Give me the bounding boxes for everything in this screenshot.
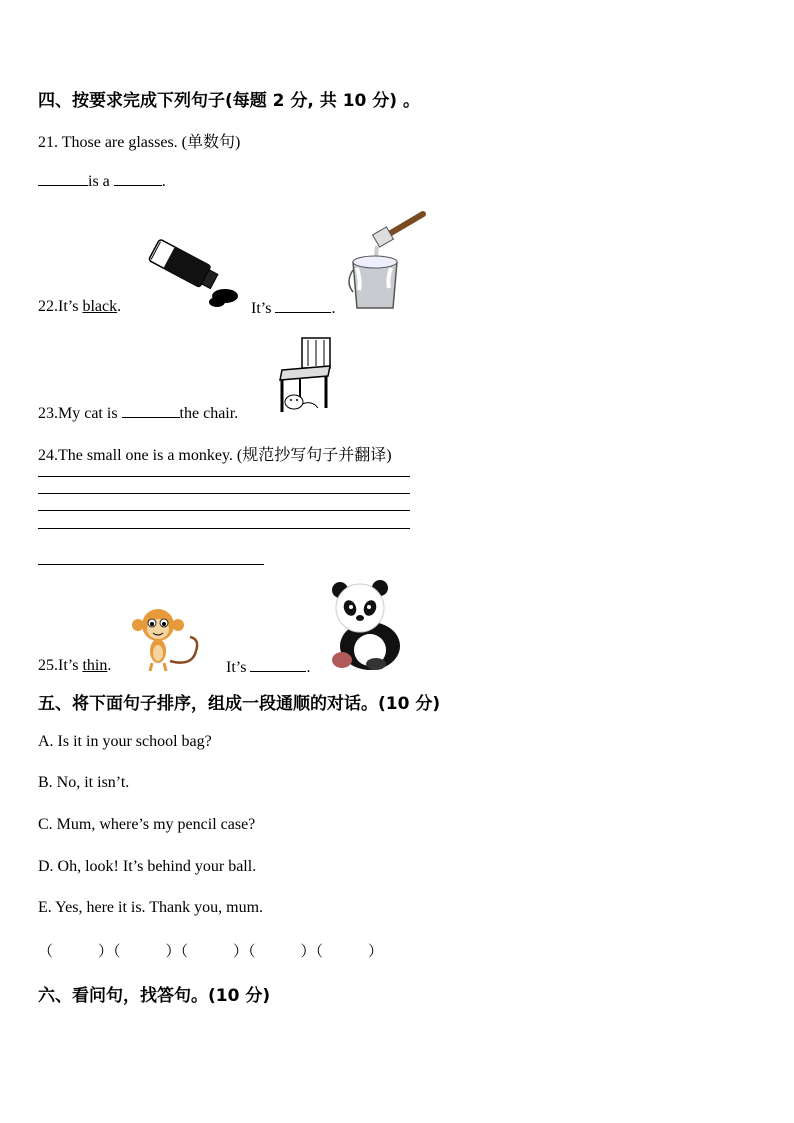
q21-blank-1[interactable] xyxy=(38,171,88,186)
q22-period-2: . xyxy=(331,300,336,317)
section4-title: 四、按要求完成下列句子(每题 2 分, 共 10 分) 。 xyxy=(38,91,420,111)
q22-period: . xyxy=(117,298,122,315)
black-paint-tube-icon xyxy=(145,236,240,311)
q22-blank[interactable] xyxy=(275,298,331,313)
q22-word: black xyxy=(82,298,118,315)
section5-title: 五、将下面句子排序，组成一段通顺的对话。(10 分) xyxy=(38,694,441,714)
q21-question: 21. Those are glasses. (单数句) xyxy=(38,134,241,151)
q22-its-2: It’s xyxy=(251,300,276,317)
q23-line xyxy=(38,403,238,423)
section5-item-e: E. Yes, here it is. Thank you, mum. xyxy=(38,899,264,916)
panda-icon xyxy=(328,578,404,672)
q25-blank[interactable] xyxy=(250,657,306,672)
q21-blank-2[interactable] xyxy=(114,171,162,186)
q25-right xyxy=(226,657,310,677)
q21-answer-line xyxy=(38,171,166,191)
section5-item-c: C. Mum, where’s my pencil case? xyxy=(38,816,256,833)
q24-translation-line[interactable] xyxy=(38,564,264,565)
section5-item-a: A. Is it in your school bag? xyxy=(38,733,212,750)
q21-is-a: is a xyxy=(88,173,110,190)
section5-item-b: B. No, it isn’t. xyxy=(38,774,130,791)
paint-bucket-icon xyxy=(347,210,427,312)
q25-word: thin xyxy=(82,657,108,674)
q23-end: the chair. xyxy=(179,405,239,422)
q23-start: 23.My cat is xyxy=(38,405,122,422)
q25-its-2: It’s xyxy=(226,659,251,676)
chair-with-cat-icon xyxy=(278,336,334,416)
q24-writing-line-3[interactable] xyxy=(38,510,410,511)
q25-period-2: . xyxy=(306,659,311,676)
section5-answer-parens[interactable]: （ ）（ ）（ ）（ ）（ ） xyxy=(38,942,384,960)
q24-writing-line-2[interactable] xyxy=(38,493,410,494)
q25-period: . xyxy=(107,657,112,674)
q23-blank[interactable] xyxy=(122,403,180,418)
q22-right xyxy=(251,298,335,318)
q22-left xyxy=(38,298,121,316)
monkey-icon xyxy=(130,607,206,673)
q22-its: 22.It’s xyxy=(38,298,83,315)
q21-period: . xyxy=(161,173,166,190)
q24-writing-line-4[interactable] xyxy=(38,528,410,529)
section5-item-d: D. Oh, look! It’s behind your ball. xyxy=(38,858,257,875)
q24-writing-line-1[interactable] xyxy=(38,476,410,477)
q24-question: 24.The small one is a monkey. (规范抄写句子并翻译) xyxy=(38,447,392,464)
q25-its: 25.It’s xyxy=(38,657,83,674)
q25-left xyxy=(38,657,111,675)
section6-title: 六、看问句，找答句。(10 分) xyxy=(38,986,271,1006)
